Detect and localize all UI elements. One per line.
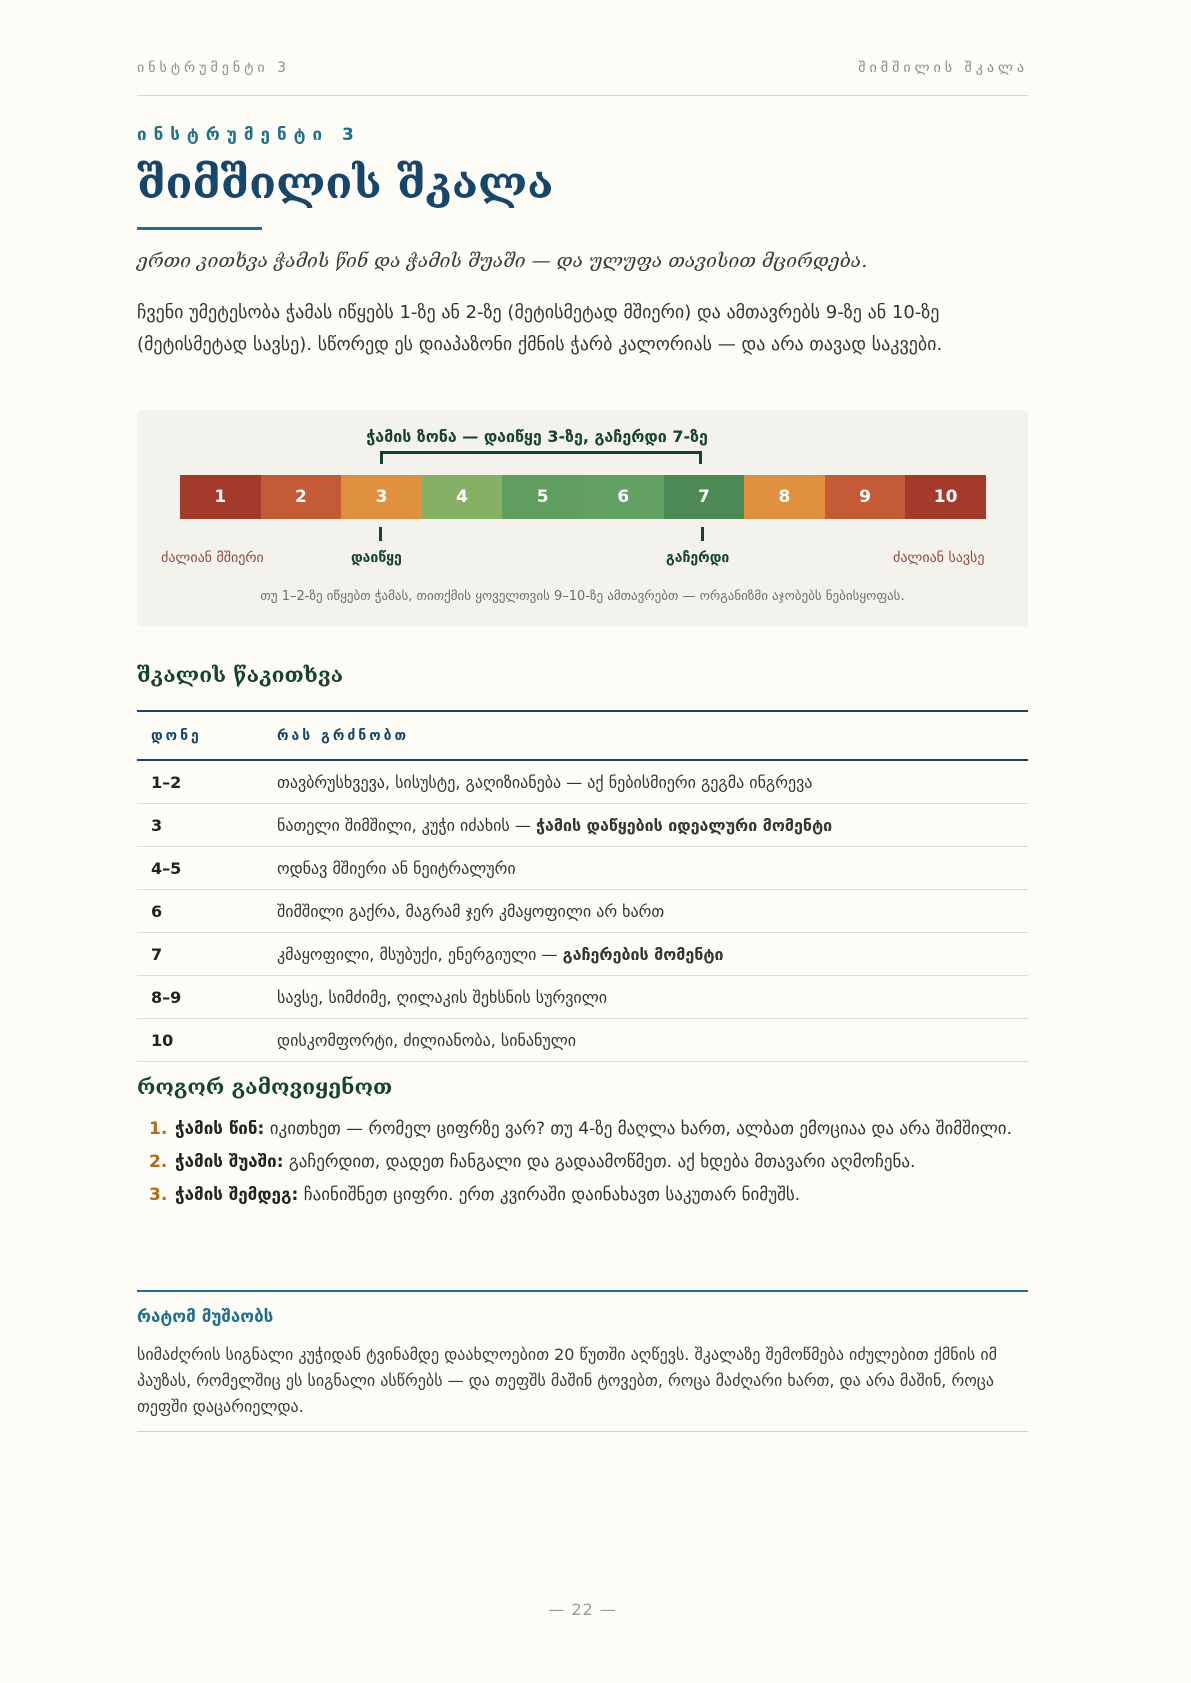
page-title: შიმშილის შკალა [137, 158, 554, 209]
table-row [137, 933, 1028, 976]
step-number: 3. [149, 1185, 168, 1205]
scale-level-1: 1 [180, 475, 261, 519]
feeling-cell [277, 847, 1028, 890]
start-label: დაიწყე [351, 550, 402, 566]
scale-level-5: 5 [502, 475, 583, 519]
scale-level-7: 7 [664, 475, 745, 519]
level-cell: 1–2 [137, 760, 277, 804]
table-row [137, 760, 1028, 804]
step-number: 2. [149, 1152, 168, 1172]
level-cell: 7 [137, 933, 277, 976]
feeling-text: დისკომფორტი, ძილიანობა, სინანული [277, 1030, 577, 1050]
reading-heading: შკალის წაკითხვა [137, 662, 344, 687]
step-label: ჭამის შუაში: [175, 1152, 284, 1172]
table-row [137, 976, 1028, 1019]
list-item [149, 1180, 1029, 1211]
level-cell: 6 [137, 890, 277, 933]
title-underline [137, 227, 262, 230]
lead-text: ერთი კითხვა ჭამის წინ და ჭამის შუაში — და ულუფა თავისით მცირდება. [137, 250, 868, 272]
eating-zone-bracket [380, 451, 702, 464]
scale-caption: თუ 1–2-ზე იწყებთ ჭამას, თითქმის ყოველთვის 9–10-ზე ამთავრებთ — ორგანიზმი აჯობებს ნებისყოფას. [260, 589, 905, 604]
scale-level-2: 2 [261, 475, 342, 519]
level-cell: 3 [137, 804, 277, 847]
very-full-label: ძალიან სავსე [893, 550, 985, 566]
why-paragraph: სიმაძღრის სიგნალი კუჭიდან ტვინამდე დაახლოებით 20 წუთში აღწევს. შკალაზე შემოწმება იძულებით ქმნის იმ პაუზას, რომელშიც ეს სიგნალი ასწრებს — და თეფშს მაშინ ტოვებთ, როცა მაძღარი ხართ, და არა მაშინ, როცა თეფში დაცარიელდა. [137, 1345, 997, 1416]
header-divider [137, 95, 1028, 96]
table-row [137, 890, 1028, 933]
reading-table-body [137, 760, 1028, 1062]
step-text: გაჩერდით, დადეთ ჩანგალი და გადაამოწმეთ. აქ ხდება მთავარი აღმოჩენა. [283, 1152, 916, 1172]
reading-table [137, 710, 1028, 1062]
feeling-text: ოდნავ მშიერი ან ნეიტრალური [277, 858, 516, 878]
scale-level-3: 3 [341, 475, 422, 519]
scale-level-8: 8 [744, 475, 825, 519]
feeling-text: სავსე, სიმძიმე, ღილაკის შეხსნის სურვილი [277, 987, 608, 1007]
feeling-text: კმაყოფილი, მსუბუქი, ენერგიული — [277, 944, 563, 964]
why-top-rule [137, 1290, 1028, 1292]
feeling-text: ნათელი შიმშილი, კუჭი იძახის — [277, 815, 536, 835]
table-row [137, 804, 1028, 847]
running-header-right: შიმშილის შკალა [858, 60, 1028, 76]
stop-marker [701, 527, 704, 541]
level-cell: 4–5 [137, 847, 277, 890]
feeling-text: შიმშილი გაქრა, მაგრამ ჯერ კმაყოფილი არ ხართ [277, 901, 665, 921]
stop-label: გაჩერდი [666, 550, 730, 566]
section-eyebrow: ინსტრუმენტი 3 [137, 125, 361, 145]
very-hungry-label: ძალიან მშიერი [161, 550, 264, 566]
list-item [149, 1147, 1029, 1178]
step-text: იკითხეთ — რომელ ციფრზე ვარ? თუ 4-ზე მაღლა ხართ, ალბათ ემოციაა და არა შიმშილი. [264, 1119, 1012, 1139]
feeling-cell [277, 933, 1028, 976]
start-marker [379, 527, 382, 541]
column-header-feeling: რას გრძნობთ [277, 711, 1028, 760]
howto-heading: როგორ გამოვიყენოთ [137, 1074, 393, 1099]
step-number: 1. [149, 1119, 168, 1139]
feeling-cell [277, 976, 1028, 1019]
list-item [149, 1114, 1029, 1145]
intro-paragraph: ჩვენი უმეტესობა ჭამას იწყებს 1-ზე ან 2-ზე (მეტისმეტად მშიერი) და ამთავრებს 9-ზე ან 10-ზე (მეტისმეტად სავსე). სწორედ ეს დიაპაზონი ქმნის ჭარბ კალორიას — და არა თავად საკვები. [137, 302, 943, 355]
step-text: ჩაინიშნეთ ციფრი. ერთ კვირაში დაინახავთ საკუთარ ნიმუშს. [298, 1185, 801, 1205]
feeling-cell [277, 1019, 1028, 1062]
scale-level-10: 10 [905, 475, 986, 519]
feeling-cell [277, 890, 1028, 933]
howto-steps [149, 1114, 1029, 1213]
table-header-row [137, 711, 1028, 760]
level-cell: 10 [137, 1019, 277, 1062]
feeling-cell [277, 760, 1028, 804]
feeling-text: თავბრუსხვევა, სისუსტე, გაღიზიანება — აქ ნებისმიერი გეგმა ინგრევა [277, 772, 813, 792]
level-cell: 8–9 [137, 976, 277, 1019]
feeling-emphasis: გაჩერების მომენტი [562, 944, 724, 964]
running-header-left: ინსტრუმენტი 3 [137, 60, 290, 76]
column-header-level: დონე [137, 711, 277, 760]
table-row [137, 1019, 1028, 1062]
step-label: ჭამის წინ: [175, 1119, 265, 1139]
eating-zone-label: ჭამის ზონა — დაიწყე 3-ზე, გაჩერდი 7-ზე [366, 427, 708, 446]
hunger-scale-bar [180, 475, 986, 519]
step-label: ჭამის შემდეგ: [175, 1185, 299, 1205]
why-heading: რატომ მუშაობს [137, 1307, 274, 1327]
why-bottom-rule [137, 1431, 1028, 1432]
running-header [137, 60, 1028, 76]
feeling-emphasis: ჭამის დაწყების იდეალური მომენტი [535, 815, 833, 835]
scale-level-4: 4 [422, 475, 503, 519]
table-row [137, 847, 1028, 890]
scale-level-9: 9 [825, 475, 906, 519]
feeling-cell [277, 804, 1028, 847]
page-number: — 22 — [548, 1600, 617, 1619]
scale-level-6: 6 [583, 475, 664, 519]
